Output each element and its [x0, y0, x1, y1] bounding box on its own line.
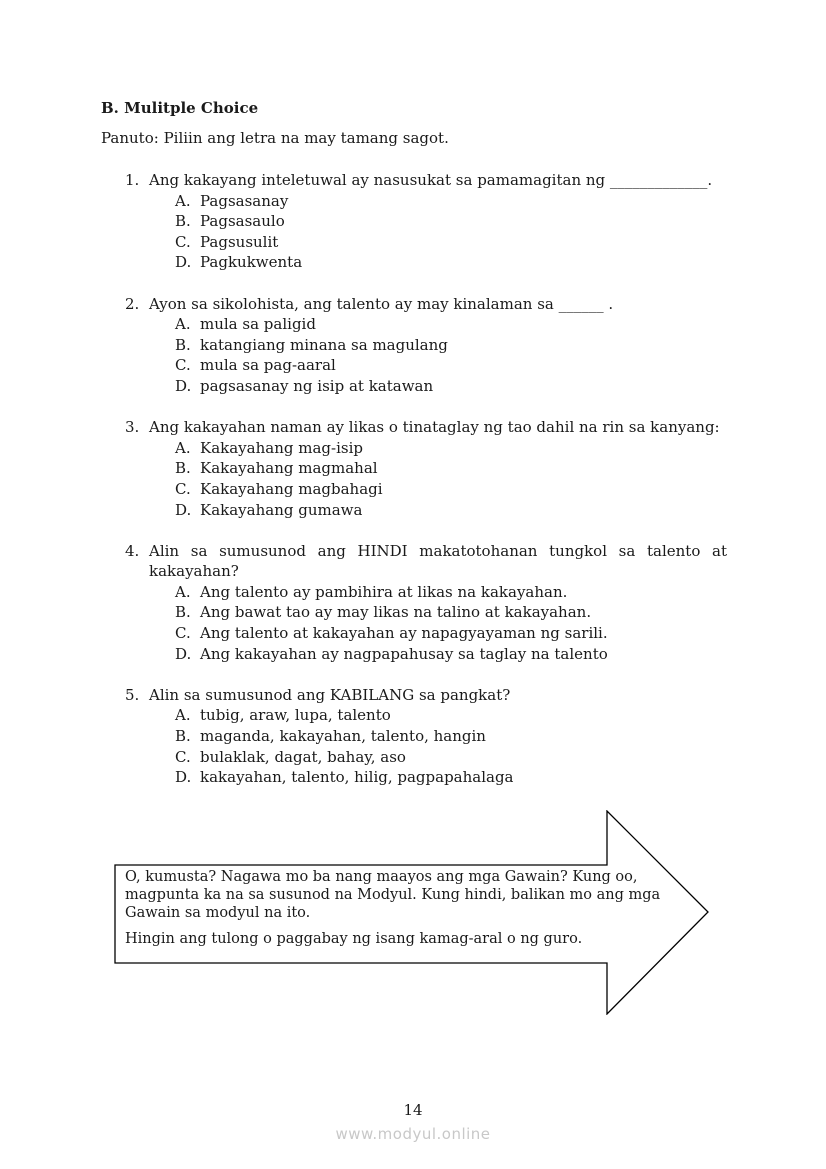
option-text: Pagsasanay [200, 191, 289, 210]
option-letter: D. [175, 376, 192, 395]
answer-option [175, 644, 727, 665]
option-letter: B. [175, 459, 191, 478]
question-item [101, 170, 727, 273]
answer-option [175, 376, 727, 397]
option-text: Ang bawat tao ay may likas na talino at kakayahan. [200, 603, 592, 622]
question-text: Alin sa sumusunod ang HINDI makatotohanan tungkol sa talento at kakayahan? [149, 541, 727, 581]
answer-option [175, 479, 727, 500]
question-text: Ang kakayang inteletuwal ay nasusukat sa pamamagitan ng _____________. [149, 171, 713, 189]
callout-paragraph: Hingin ang tulong o paggabay ng isang kamag-aral o ng guro. [125, 931, 583, 947]
option-text: Pagkukwenta [200, 253, 303, 272]
option-list [175, 438, 727, 520]
answer-option [175, 252, 727, 273]
option-letter: B. [175, 727, 191, 746]
option-letter: B. [175, 603, 191, 622]
option-letter: A. [175, 438, 191, 457]
option-text: Pagsasaulo [200, 212, 285, 231]
question-text: Ayon sa sikolohista, ang talento ay may kinalaman sa ______ . [149, 294, 614, 313]
option-text: Kakayahang magbahagi [200, 479, 383, 498]
option-text: tubig, araw, lupa, talento [200, 706, 391, 725]
option-letter: C. [175, 232, 191, 251]
option-text: Kakayahang gumawa [200, 500, 363, 519]
option-letter: B. [175, 335, 191, 354]
watermark: www.modyul.online [335, 1125, 491, 1143]
option-letter: A. [175, 582, 191, 601]
callout-paragraph: O, kumusta? Nagawa mo ba nang maayos ang mga Gawain? Kung oo, magpunta ka na sa susunod na Modyul. Kung hindi, balikan mo ang mga Gawain sa modyul na ito. [125, 869, 661, 921]
question-number: 4. [125, 541, 140, 560]
answer-option [175, 500, 727, 521]
answer-option [175, 458, 727, 479]
question-number: 1. [125, 171, 140, 189]
option-text: mula sa pag-aaral [200, 356, 336, 375]
option-text: bulaklak, dagat, bahay, aso [200, 747, 406, 766]
option-text: Kakayahang mag-isip [200, 438, 363, 457]
answer-option [175, 211, 727, 232]
question-text: Ang kakayahan naman ay likas o tinataglay ng tao dahil na rin sa kanyang: [149, 418, 720, 437]
question-number: 5. [125, 685, 140, 704]
option-text: Pagsusulit [200, 232, 279, 251]
option-text: maganda, kakayahan, talento, hangin [200, 727, 486, 746]
answer-option [175, 623, 727, 644]
option-letter: D. [175, 644, 192, 663]
question-text: Alin sa sumusunod ang KABILANG sa pangkat? [149, 685, 511, 704]
option-list [175, 582, 727, 664]
directions: Panuto: Piliin ang letra na may tamang sagot. [101, 129, 449, 147]
section-title: B. Mulitple Choice [101, 99, 259, 117]
option-text: katangiang minana sa magulang [200, 335, 448, 354]
option-list [175, 705, 727, 787]
answer-option [175, 232, 727, 253]
option-letter: C. [175, 479, 191, 498]
option-text: Ang talento ay pambihira at likas na kakayahan. [200, 582, 568, 601]
question-item [101, 685, 727, 788]
option-list [175, 314, 727, 396]
answer-option [175, 705, 727, 726]
option-letter: C. [175, 747, 191, 766]
callout-box [114, 810, 710, 1015]
answer-option [175, 767, 727, 788]
option-text: Ang talento at kakayahan ay napagyayaman ng sarili. [200, 624, 608, 643]
question-item [101, 541, 727, 665]
answer-option [175, 438, 727, 459]
quiz-list [101, 170, 727, 808]
answer-option [175, 191, 727, 212]
option-letter: A. [175, 706, 191, 725]
option-text: Ang kakayahan ay nagpapahusay sa taglay na talento [200, 644, 608, 663]
answer-option [175, 335, 727, 356]
option-letter: B. [175, 212, 191, 231]
option-letter: D. [175, 500, 192, 519]
answer-option [175, 747, 727, 768]
question-number: 3. [125, 418, 140, 437]
question-number: 2. [125, 294, 140, 313]
callout-text [125, 868, 665, 956]
option-text: Kakayahang magmahal [200, 459, 378, 478]
option-list [175, 191, 727, 273]
question-item [101, 294, 727, 397]
option-letter: C. [175, 356, 191, 375]
option-letter: D. [175, 768, 192, 787]
answer-option [175, 355, 727, 376]
question-item [101, 417, 727, 520]
answer-option [175, 602, 727, 623]
option-letter: A. [175, 315, 191, 334]
option-letter: A. [175, 191, 191, 210]
answer-option [175, 726, 727, 747]
option-text: mula sa paligid [200, 315, 316, 334]
option-letter: D. [175, 253, 192, 272]
page-number: 14 [403, 1101, 423, 1119]
answer-option [175, 314, 727, 335]
option-text: kakayahan, talento, hilig, pagpapahalaga [200, 768, 514, 787]
option-letter: C. [175, 624, 191, 643]
option-text: pagsasanay ng isip at katawan [200, 376, 434, 395]
answer-option [175, 582, 727, 603]
